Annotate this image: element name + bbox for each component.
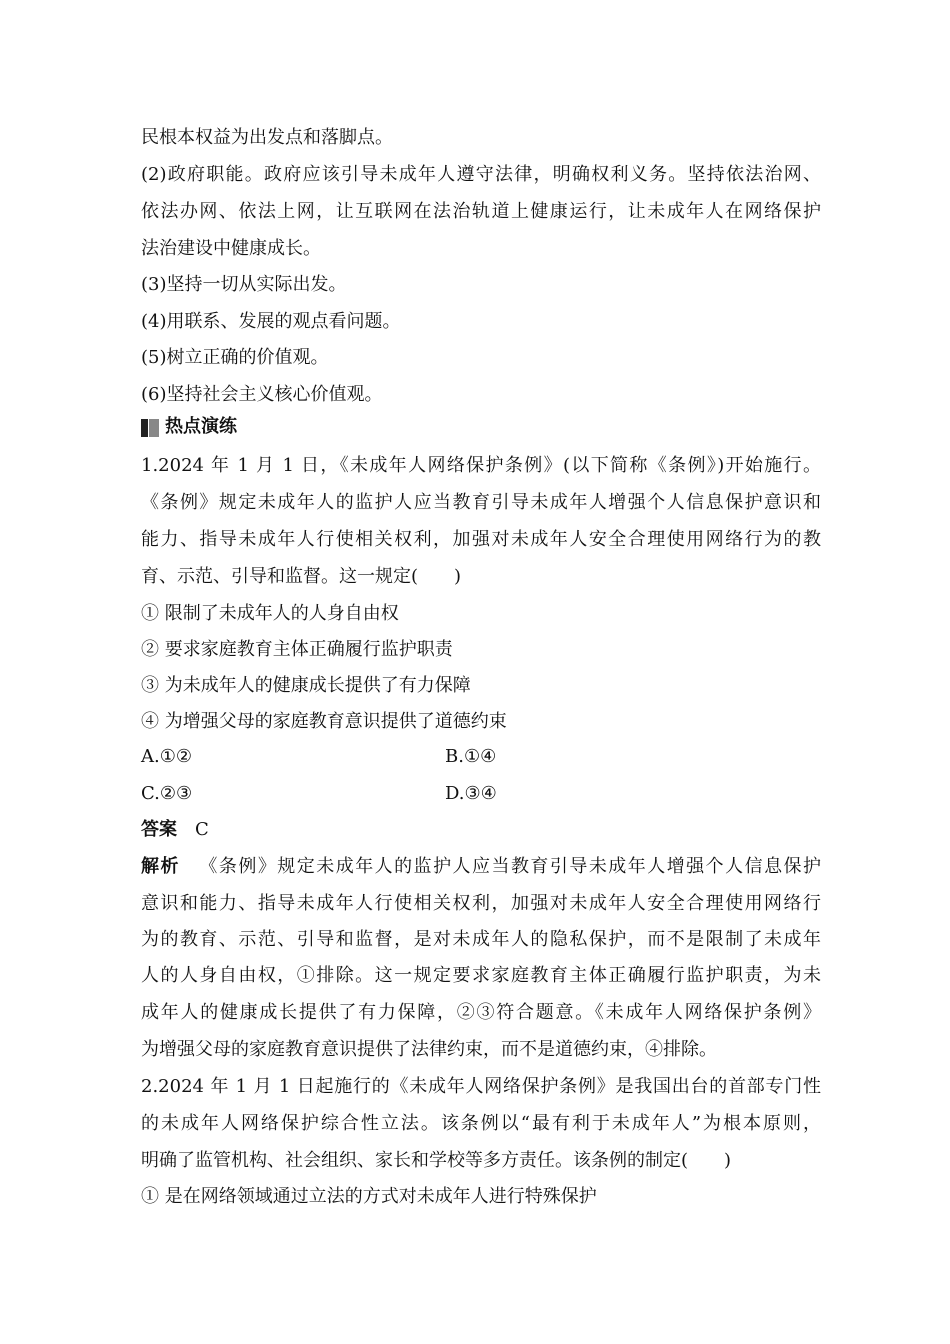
q1-stem-line-3: 能力、指导未成年人行使相关权利，加强对未成年人安全合理使用网络行为的教 [141,529,821,550]
q1-option-b: B.①④ [445,746,497,767]
q2-stem-line-1: 2.2024 年 1 月 1 日起施行的《未成年人网络保护条例》是我国出台的首部专门性 [141,1076,821,1097]
q1-analysis-line-3: 为的教育、示范、引导和监督，是对未成年人的隐私保护，而不是限制了未成年 [141,929,821,950]
q1-analysis-line-6: 为增强父母的家庭教育意识提供了法律约束，而不是道德约束，④排除。 [141,1039,717,1060]
intro-item-4: (4)用联系、发展的观点看问题。 [141,311,401,332]
intro-item-3: (3)坚持一切从实际出发。 [141,274,347,295]
intro-item-5: (5)树立正确的价值观。 [141,347,329,368]
q1-option-d: D.③④ [445,783,497,804]
q1-statement-2: ② 要求家庭教育主体正确履行监护职责 [141,639,453,660]
section-title: 热点演练 [165,416,237,437]
q1-statement-1: ① 限制了未成年人的人身自由权 [141,603,399,624]
answer-label: 答案 [141,819,177,840]
q1-option-c: C.②③ [141,783,193,804]
q2-stem-line-3: 明确了监管机构、社会组织、家长和学校等多方责任。该条例的制定( ) [141,1150,732,1171]
q1-option-a: A.①② [141,746,192,767]
intro-line-3: 依法办网、依法上网，让互联网在法治轨道上健康运行，让未成年人在网络保护 [141,201,821,222]
q1-analysis-line-1 [141,855,821,879]
q1-analysis-line-4: 人的人身自由权，①排除。这一规定要求家庭教育主体正确履行监护职责，为未 [141,965,821,986]
q1-stem-line-1: 1.2024 年 1 月 1 日，《未成年人网络保护条例》(以下简称《条例》)开始施行。 [141,455,821,476]
q1-analysis-line-2: 意识和能力、指导未成年人行使相关权利，加强对未成年人安全合理使用网络行 [141,893,821,914]
q1-answer [141,818,821,842]
answer-value: C [195,819,209,840]
section-marker-icon [141,417,159,437]
q2-stem-line-2: 的未成年人网络保护综合性立法。该条例以“最有利于未成年人”为根本原则， [141,1113,821,1134]
q2-statement-1: ① 是在网络领域通过立法的方式对未成年人进行特殊保护 [141,1186,597,1207]
intro-line-2: (2)政府职能。政府应该引导未成年人遵守法律，明确权利义务。坚持依法治网、 [141,164,821,185]
q1-statement-3: ③ 为未成年人的健康成长提供了有力保障 [141,675,471,696]
analysis-label: 解析 [141,856,180,877]
section-header [141,414,237,440]
q1-stem-line-4: 育、示范、引导和监督。这一规定( ) [141,566,462,587]
intro-item-6: (6)坚持社会主义核心价值观。 [141,384,383,405]
analysis-text-1: 《条例》规定未成年人的监护人应当教育引导未成年人增强个人信息保护 [197,856,822,877]
q1-statement-4: ④ 为增强父母的家庭教育意识提供了道德约束 [141,711,507,732]
q1-stem-line-2: 《条例》规定未成年人的监护人应当教育引导未成年人增强个人信息保护意识和 [141,492,821,513]
intro-line-1: 民根本权益为出发点和落脚点。 [141,127,393,148]
q1-analysis-line-5: 成年人的健康成长提供了有力保障，②③符合题意。《未成年人网络保护条例》 [141,1002,821,1023]
intro-line-4: 法治建设中健康成长。 [141,238,321,259]
